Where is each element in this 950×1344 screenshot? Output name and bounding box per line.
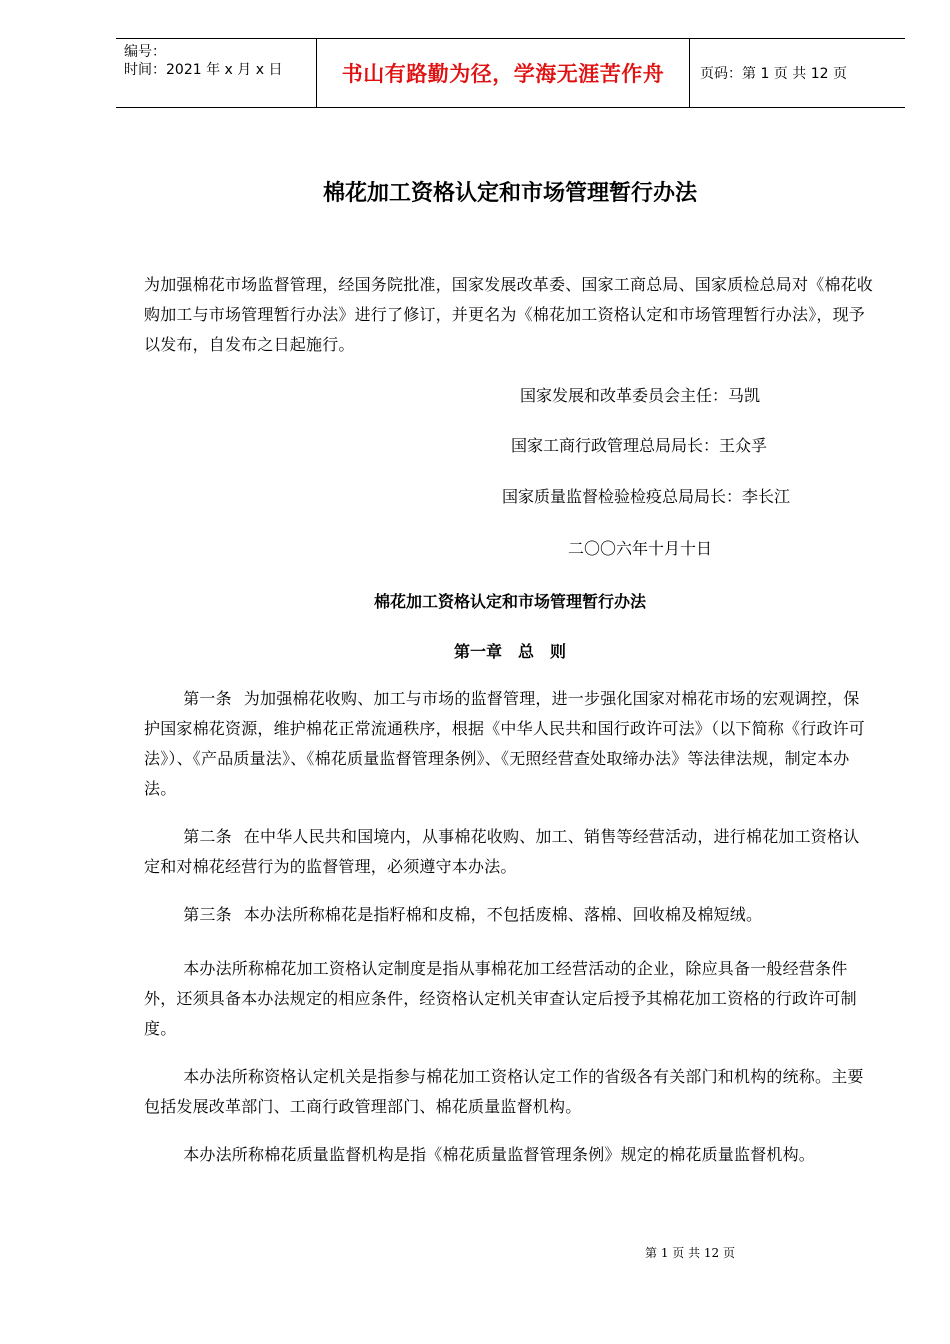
definition-paragraph: 本办法所称棉花质量监督机构是指《棉花质量监督管理条例》规定的棉花质量监督机构。 bbox=[183, 1145, 815, 1164]
header-meta bbox=[116, 39, 316, 107]
definition-paragraph: 本办法所称资格认定机关是指参与棉花加工资格认定工作的省级各有关部门和机构的统称。主要包括发展改革部门、工商行政管理部门、棉花质量监督机构。 bbox=[144, 1067, 864, 1116]
article-text: 在中华人民共和国境内，从事棉花收购、加工、销售等经营活动，进行棉花加工资格认定和对棉花经营行为的监督管理，必须遵守本办法。 bbox=[144, 827, 860, 876]
definition-paragraph: 本办法所称棉花加工资格认定制度是指从事棉花加工经营活动的企业，除应具备一般经营条件外，还须具备本办法规定的相应条件，经资格认定机关审查认定后授予其棉花加工资格的行政许可制度。 bbox=[144, 959, 857, 1038]
article-number: 第二条 bbox=[183, 827, 232, 846]
header-motto: 书山有路勤为径，学海无涯苦作舟 bbox=[316, 39, 690, 107]
document-number-label: 编号： bbox=[124, 44, 166, 60]
article-number: 第三条 bbox=[183, 905, 232, 924]
article-2 bbox=[144, 822, 874, 882]
document-subtitle: 棉花加工资格认定和市场管理暂行办法 bbox=[373, 592, 646, 611]
document-title: 棉花加工资格认定和市场管理暂行办法 bbox=[322, 181, 697, 206]
signatory-3: 国家质量监督检验检疫总局局长：李长江 bbox=[502, 487, 791, 506]
page-header bbox=[116, 38, 905, 108]
chapter-heading: 第一章 总 则 bbox=[453, 642, 566, 661]
signatory-1: 国家发展和改革委员会主任：马凯 bbox=[520, 386, 761, 405]
header-page-info: 页码：第 1 页 共 12 页 bbox=[700, 66, 847, 82]
signing-date: 二〇〇六年十月十日 bbox=[568, 539, 713, 558]
page-footer: 第 1 页 共 12 页 bbox=[645, 1246, 735, 1260]
article-3 bbox=[144, 900, 874, 930]
signatory-2: 国家工商行政管理总局局长：王众孚 bbox=[511, 436, 768, 455]
article-text: 本办法所称棉花是指籽棉和皮棉，不包括废棉、落棉、回收棉及棉短绒。 bbox=[243, 905, 763, 924]
document-time-label: 时间：2021 年 x 月 x 日 bbox=[124, 62, 283, 78]
intro-paragraph: 为加强棉花市场监督管理，经国务院批准，国家发展改革委、国家工商总局、国家质检总局对《棉花收购加工与市场管理暂行办法》进行了修订，并更名为《棉花加工资格认定和市场管理暂行办法》，现予以发布，自发布之日起施行。 bbox=[144, 275, 874, 354]
article-1 bbox=[144, 684, 874, 804]
article-number: 第一条 bbox=[183, 689, 232, 708]
article-text: 为加强棉花收购、加工与市场的监督管理，进一步强化国家对棉花市场的宏观调控，保护国家棉花资源，维护棉花正常流通秩序，根据《中华人民共和国行政许可法》（以下简称《行政许可法》）、《产品质量法》、《棉花质量监督管理条例》、《无照经营查处取缔办法》等法律法规，制定本办法。 bbox=[144, 689, 866, 798]
